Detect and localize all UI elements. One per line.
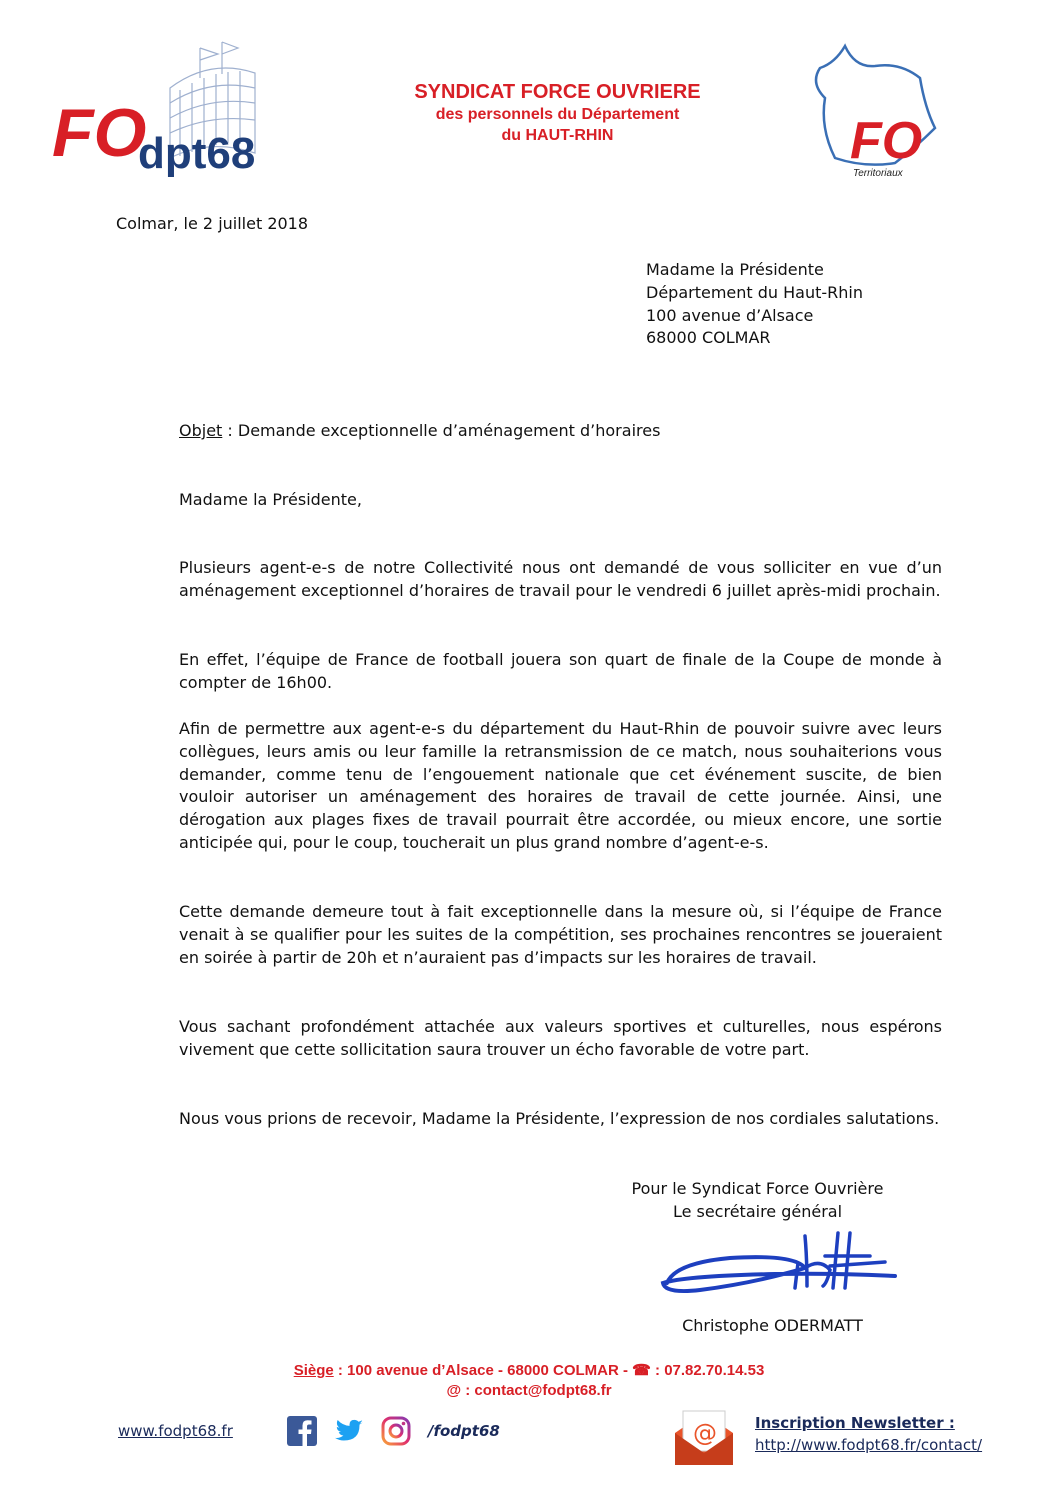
dpt68-logo-text: dpt68 [138, 129, 256, 178]
svg-text:FO: FO [850, 112, 923, 170]
header-title-line1: SYNDICAT FORCE OUVRIERE [414, 81, 701, 103]
body-paragraph [179, 718, 942, 855]
fo-territoriaux-logo [805, 38, 945, 188]
footer-address [0, 1361, 1058, 1401]
body-paragraph [179, 649, 942, 695]
phone-icon: ☎ [632, 1362, 651, 1379]
paragraph-text: Nous vous prions de recevoir, Madame la Présidente, l’expression de nos cordiales salutations. [179, 1109, 940, 1128]
recipient-address [646, 259, 863, 350]
svg-text:@: @ [693, 1419, 717, 1447]
footer-email[interactable]: @ : contact@fodpt68.fr [446, 1382, 612, 1399]
fodpt68-logo [50, 38, 275, 183]
instagram-icon[interactable] [381, 1416, 411, 1446]
subject-text: : Demande exceptionnelle d’aménagement d’horaires [222, 421, 661, 440]
salutation: Madame la Présidente, [179, 490, 362, 509]
paragraph-text: Plusieurs agent-e-s de notre Collectivité nous ont demandé de vous solliciter en vue d’un aménagement exceptionnel d’horaires de travail pour le vendredi 6 juillet après-midi prochain. [179, 558, 942, 600]
fo-logo-text: FO [52, 95, 147, 171]
header-title [300, 80, 815, 146]
header-title-line3: du HAUT-RHIN [501, 127, 614, 144]
newsletter-block [755, 1412, 982, 1456]
mail-icon [665, 1403, 743, 1475]
letter-date: Colmar, le 2 juillet 2018 [116, 214, 309, 233]
body-paragraph [179, 1108, 942, 1131]
paragraph-text: En effet, l’équipe de France de football jouera son quart de finale de la Coupe de monde à compter de 16h00. [179, 650, 942, 692]
body-paragraph [179, 557, 942, 603]
siege-text: : 100 avenue d’Alsace - 68000 COLMAR - [333, 1362, 633, 1379]
sign-line2: Le secrétaire général [672, 1201, 843, 1221]
recipient-line: 68000 COLMAR [646, 328, 771, 348]
website-link[interactable]: www.fodpt68.fr [118, 1422, 233, 1440]
subject-line [179, 420, 660, 443]
phone-text: : 07.82.70.14.53 [650, 1362, 765, 1379]
recipient-line: Département du Haut-Rhin [646, 282, 863, 302]
paragraph-text: Vous sachant profondément attachée aux valeurs sportives et culturelles, nous espérons vivement que cette sollicitation saura trouver un écho favorable de votre part. [179, 1017, 942, 1059]
paragraph-text: Cette demande demeure tout à fait exceptionnelle dans la mesure où, si l’équipe de France venait à se qualifier pour les suites de la compétition, ses prochaines rencontres se joueraient en soirée à partir de 20h et n’auraient pas d’impacts sur les horaires de travail. [179, 902, 942, 967]
facebook-icon[interactable] [287, 1416, 317, 1446]
recipient-line: Madame la Présidente [646, 260, 824, 279]
body-paragraph [179, 1016, 942, 1062]
twitter-icon[interactable] [334, 1416, 364, 1446]
body-paragraph [179, 901, 942, 969]
paragraph-text: Afin de permettre aux agent-e-s du département du Haut-Rhin de pouvoir suivre avec leurs collègues, leurs amis ou leur famille la retransmission de ce match, nous souhaiterions vous demander, comme tenu de l’engouement nationale que cet événement suscite, de bien vouloir autoriser un aménagement des horaires de travail de cette journée. Ainsi, une dérogation aux plages fixes de travail pourrait être accordée, ou mieux encore, une sortie anticipée qui, pour le coup, toucherait un plus grand nombre d’agent-e-s. [179, 719, 942, 852]
recipient-line: 100 avenue d’Alsace [646, 305, 814, 325]
signature-block [600, 1178, 915, 1224]
newsletter-link[interactable]: http://www.fodpt68.fr/contact/ [755, 1436, 983, 1454]
signature [655, 1228, 900, 1310]
signer-name: Christophe ODERMATT [682, 1316, 863, 1335]
social-handle[interactable]: /fodpt68 [428, 1422, 500, 1440]
footer-line1 [0, 1361, 1058, 1381]
svg-text:Territoriaux: Territoriaux [853, 168, 903, 179]
newsletter-title: Inscription Newsletter : [755, 1414, 955, 1432]
sign-line1: Pour le Syndicat Force Ouvrière [631, 1179, 884, 1198]
siege-label: Siège [293, 1362, 334, 1379]
subject-label: Objet [179, 421, 223, 440]
header-title-line2: des personnels du Département [435, 106, 680, 123]
